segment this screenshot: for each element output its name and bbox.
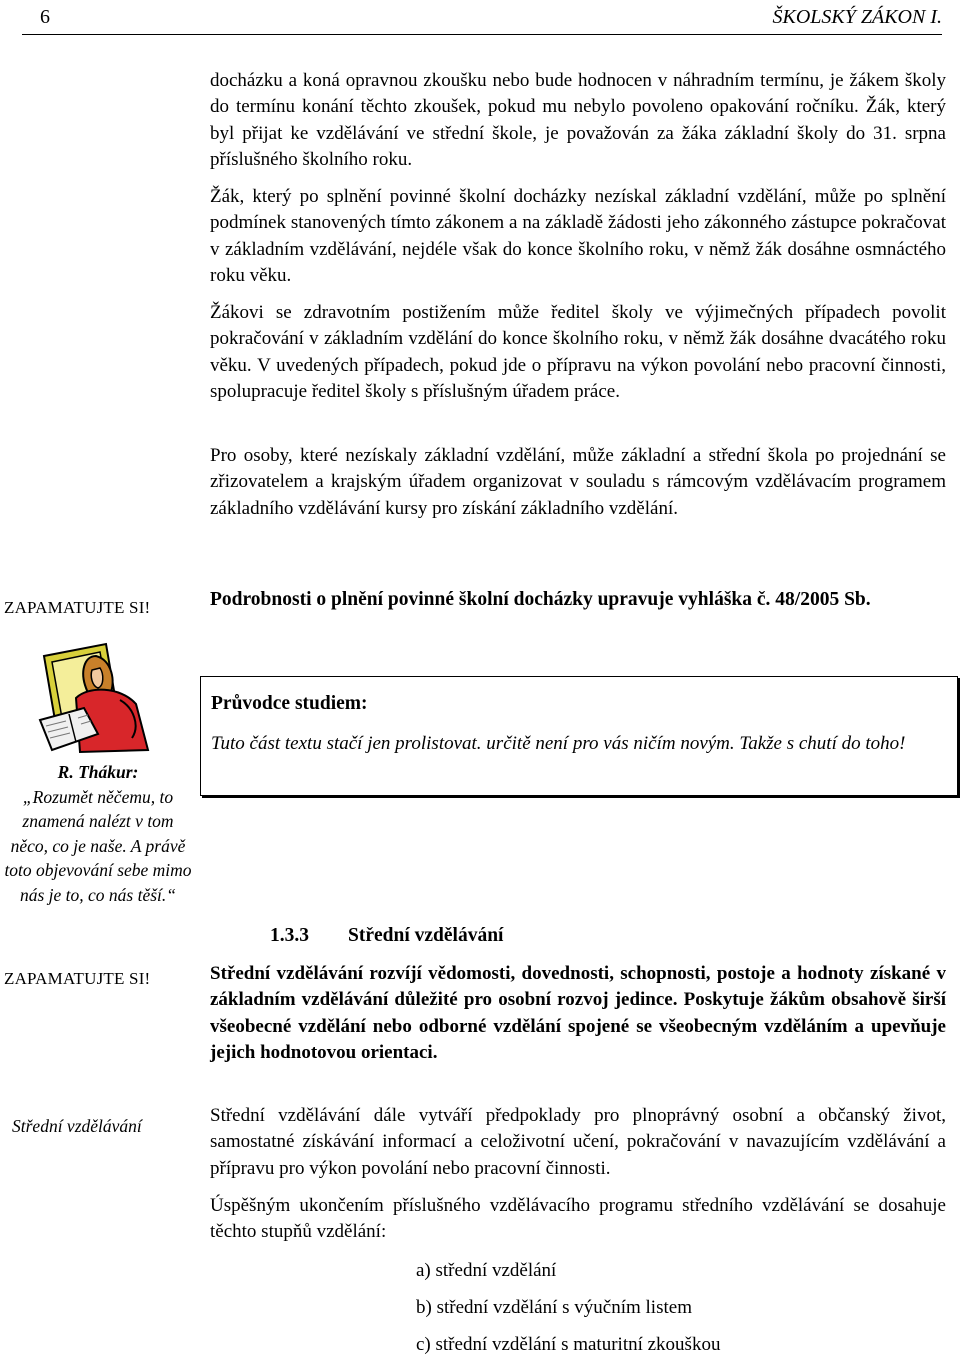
quote-author: R. Thákur: xyxy=(57,762,139,782)
main-paragraph-5 xyxy=(210,1103,946,1182)
section-title: Střední vzdělávání xyxy=(348,925,504,946)
margin-label: Střední vzdělávání xyxy=(12,1116,142,1136)
paragraph-text: Pro osoby, které nezískaly základní vzdělání, může základní a střední škola po projednání se zřizovatelem a krajským úřadem organizovat v souladu s rámcovým vzdělávacím programem základního vzdělávání kursy pro získání základního vzdělání. xyxy=(210,445,946,519)
list-item: c) střední vzdělání s maturitní zkouškou xyxy=(416,1334,721,1355)
paragraph-text: Střední vzdělávání dále vytváří předpoklady pro plnoprávný osobní a občanský život, samostatné získávání informací a celoživotní učení, pokračování v navazujícím vzdělávání a přípravu pro výkon povolání nebo pracovní činnosti. xyxy=(210,1105,946,1179)
reading-woman-illustration xyxy=(36,642,156,754)
reading-woman-icon xyxy=(36,642,156,754)
main-paragraph-4 xyxy=(210,443,946,522)
paragraph-text: Žák, který po splnění povinné školní docházky nezískal základní vzdělání, může po splnění podmínek stanovených tímto zákonem a na základě žádosti jeho zákonného zástupce pokračovat v základním vzdělávání, nejdéle však do konce školního roku, v němž žák dosáhne osmnáctého roku věku. xyxy=(210,186,946,287)
study-guide-box xyxy=(200,676,958,796)
paragraph-text: Žákovi se zdravotním postižením může ředitel školy ve výjimečných případech povolit pokračování v základním vzdělání do konce školního roku, v němž žák dosáhne dvacátého roku věku. V uvedených případech, pokud jde o přípravu na výkon povolání nebo pracovní činnosti, spolupracuje ředitel školy s příslušným úřadem práce. xyxy=(210,302,946,403)
header-divider xyxy=(22,34,942,35)
section-heading xyxy=(270,925,503,947)
list-item: a) střední vzdělání xyxy=(416,1260,557,1281)
main-paragraph-6 xyxy=(210,1193,946,1246)
quote-text: „Rozumět něčemu, to znamená nalézt v tom něco, co je naše. A právě toto objevování sebe mimo nás je to, co nás těší.“ xyxy=(4,786,192,905)
main-paragraph-2 xyxy=(210,184,946,290)
paragraph-text: Úspěšným ukončením příslušného vzdělávacího programu středního vzdělávání se dosahuje těchto stupňů vzdělání: xyxy=(210,1195,946,1243)
margin-quote xyxy=(4,760,192,907)
paragraph-text: docházku a koná opravnou zkoušku nebo bude hodnocen v náhradním termínu, je žákem školy do termínu konání těchto zkoušek, pokud mu nebylo povoleno opakování ročníku. Žák, který byl přijat ke vzdělávání ve střední škole, je považován za žáka základní školy do 31. srpna příslušného školního roku. xyxy=(210,70,946,171)
study-guide-text: Tuto část textu stačí jen prolistovat. určitě není pro vás ničím novým. Takže s chutí do toho! xyxy=(211,733,906,754)
decree-note: Podrobnosti o plnění povinné školní docházky upravuje vyhláška č. 48/2005 Sb. xyxy=(210,589,871,610)
main-paragraph-1 xyxy=(210,68,946,174)
remember-label: ZAPAMATUJTE SI! xyxy=(4,969,151,988)
remember-label: ZAPAMATUJTE SI! xyxy=(4,598,151,617)
key-definition-paragraph: Střední vzdělávání rozvíjí vědomosti, dovednosti, schopnosti, postoje a hodnoty získané v základním vzdělávání důležité pro osobní rozvoj jedince. Poskytuje žákům obsahově širší všeobecné vzdělání nebo odborné vzdělání spojené se všeobecným vzděláním a upevňuje jejich hodnotovou orientaci. xyxy=(210,963,946,1064)
main-paragraph-3 xyxy=(210,300,946,406)
section-number: 1.3.3 xyxy=(270,925,309,946)
page-number: 6 xyxy=(40,6,50,28)
study-guide-title: Průvodce studiem: xyxy=(211,693,368,714)
running-header-title: ŠKOLSKÝ ZÁKON I. xyxy=(772,6,942,28)
list-item: b) střední vzdělání s výučním listem xyxy=(416,1297,692,1318)
